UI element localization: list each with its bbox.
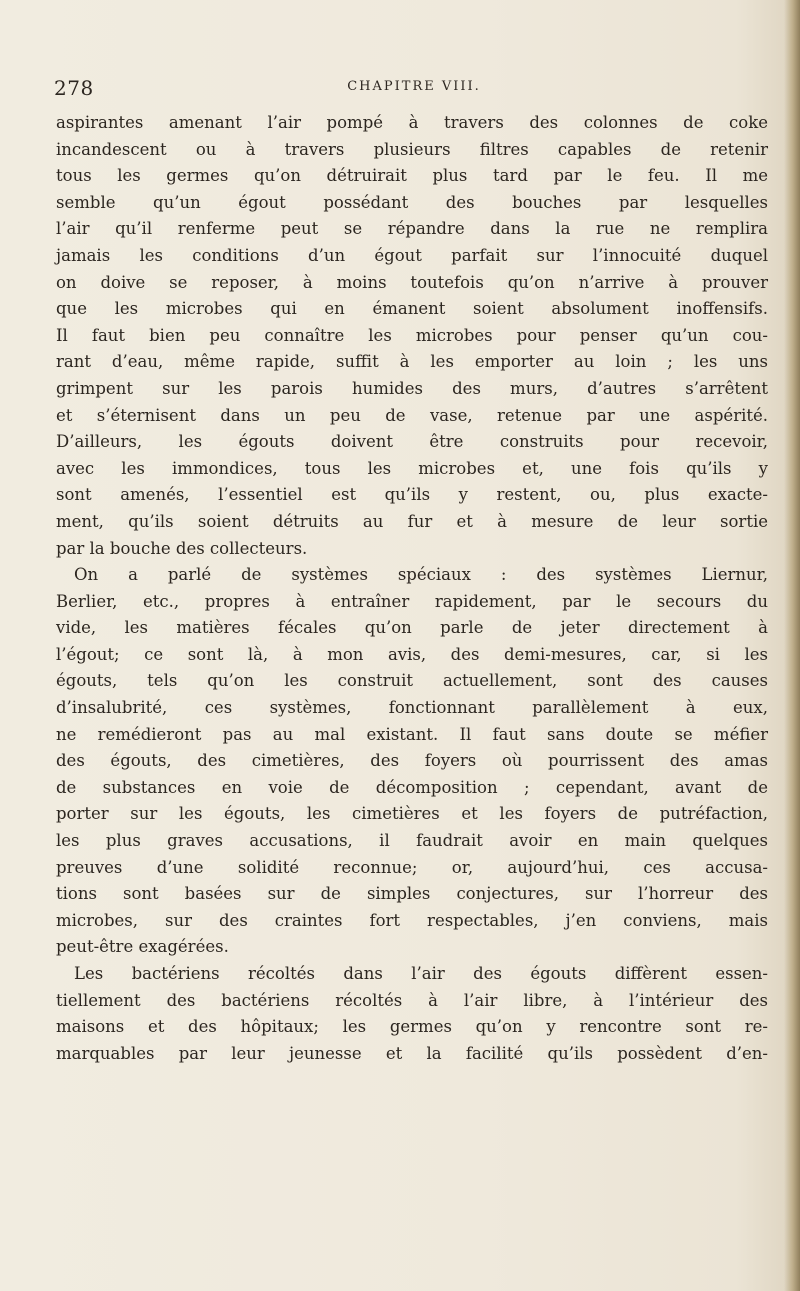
paragraph-first-line: Les bactériens récoltés dans l’air des égouts diffèrent essen- xyxy=(74,964,768,983)
text-line: incandescent ou à travers plusieurs filtres capables de retenir xyxy=(56,139,768,159)
text-line: des égouts, des cimetières, des foyers où pourrissent des amas xyxy=(56,751,768,771)
running-head: CHAPITRE VIII. xyxy=(347,79,481,94)
text-line: jamais les conditions d’un égout parfait sur l’innocuité duquel xyxy=(56,245,768,265)
text-line: aspirantes amenant l’air pompé à travers des colonnes de coke xyxy=(56,113,768,132)
text-line: sont amenés, l’essentiel est qu’ils y restent, ou, plus exacte- xyxy=(56,485,768,505)
text-line: ment, qu’ils soient détruits au fur et à mesure de leur sortie xyxy=(56,511,768,531)
text-line: les plus graves accusations, il faudrait avoir en main quelques xyxy=(56,831,768,851)
text-line: de substances en voie de décomposition ; cependant, avant de xyxy=(56,777,768,797)
text-line: porter sur les égouts, les cimetières et les foyers de putréfaction, xyxy=(56,804,768,824)
text-line: égouts, tels qu’on les construit actuellement, sont des causes xyxy=(56,671,768,691)
text-line: on doive se reposer, à moins toutefois qu’on n’arrive à prouver xyxy=(56,272,768,292)
text-line: l’air qu’il renferme peut se répandre dans la rue ne remplira xyxy=(56,219,768,239)
paragraph-last-line: par la bouche des collecteurs. xyxy=(56,538,308,558)
paragraph-first-line: On a parlé de systèmes spéciaux : des systèmes Liernur, xyxy=(74,565,768,585)
page-header xyxy=(54,76,774,102)
text-line: vide, les matières fécales qu’on parle de jeter directement à xyxy=(56,618,768,638)
text-line: tions sont basées sur de simples conjectures, sur l’horreur des xyxy=(56,884,768,904)
text-line: tiellement des bactériens récoltés à l’air libre, à l’intérieur des xyxy=(56,990,768,1010)
text-line: semble qu’un égout possédant des bouches par lesquelles xyxy=(56,192,768,212)
text-line: Berlier, etc., propres à entraîner rapidement, par le secours du xyxy=(56,591,768,611)
page-number: 278 xyxy=(54,76,94,100)
page-edge-shadow xyxy=(784,0,800,1291)
text-line: preuves d’une solidité reconnue; or, aujourd’hui, ces accusa- xyxy=(56,857,768,877)
text-line: tous les germes qu’on détruirait plus tard par le feu. Il me xyxy=(56,166,768,186)
text-line: que les microbes qui en émanent soient absolument inoffensifs. xyxy=(56,299,768,319)
text-line: et s’éternisent dans un peu de vase, retenue par une aspérité. xyxy=(56,405,768,425)
text-line: ne remédieront pas au mal existant. Il faut sans doute se méfier xyxy=(56,724,768,744)
text-line: grimpent sur les parois humides des murs, d’autres s’arrêtent xyxy=(56,378,768,398)
paragraph-last-line: peut-être exagérées. xyxy=(56,937,229,957)
body-text xyxy=(56,110,768,1067)
text-line: avec les immondices, tous les microbes et, une fois qu’ils y xyxy=(56,458,768,478)
text-line: d’insalubrité, ces systèmes, fonctionnant parallèlement à eux, xyxy=(56,698,768,718)
text-line: D’ailleurs, les égouts doivent être construits pour recevoir, xyxy=(56,432,768,452)
text-line: maisons et des hôpitaux; les germes qu’on y rencontre sont re- xyxy=(56,1017,768,1037)
text-line: rant d’eau, même rapide, suffit à les emporter au loin ; les uns xyxy=(56,352,768,372)
text-line: microbes, sur des craintes fort respectables, j’en conviens, mais xyxy=(56,910,768,930)
text-line: Il faut bien peu connaître les microbes pour penser qu’un cou- xyxy=(56,325,768,345)
text-line: marquables par leur jeunesse et la facilité qu’ils possèdent d’en- xyxy=(56,1043,768,1063)
text-line: l’égout; ce sont là, à mon avis, des demi-mesures, car, si les xyxy=(56,644,768,664)
